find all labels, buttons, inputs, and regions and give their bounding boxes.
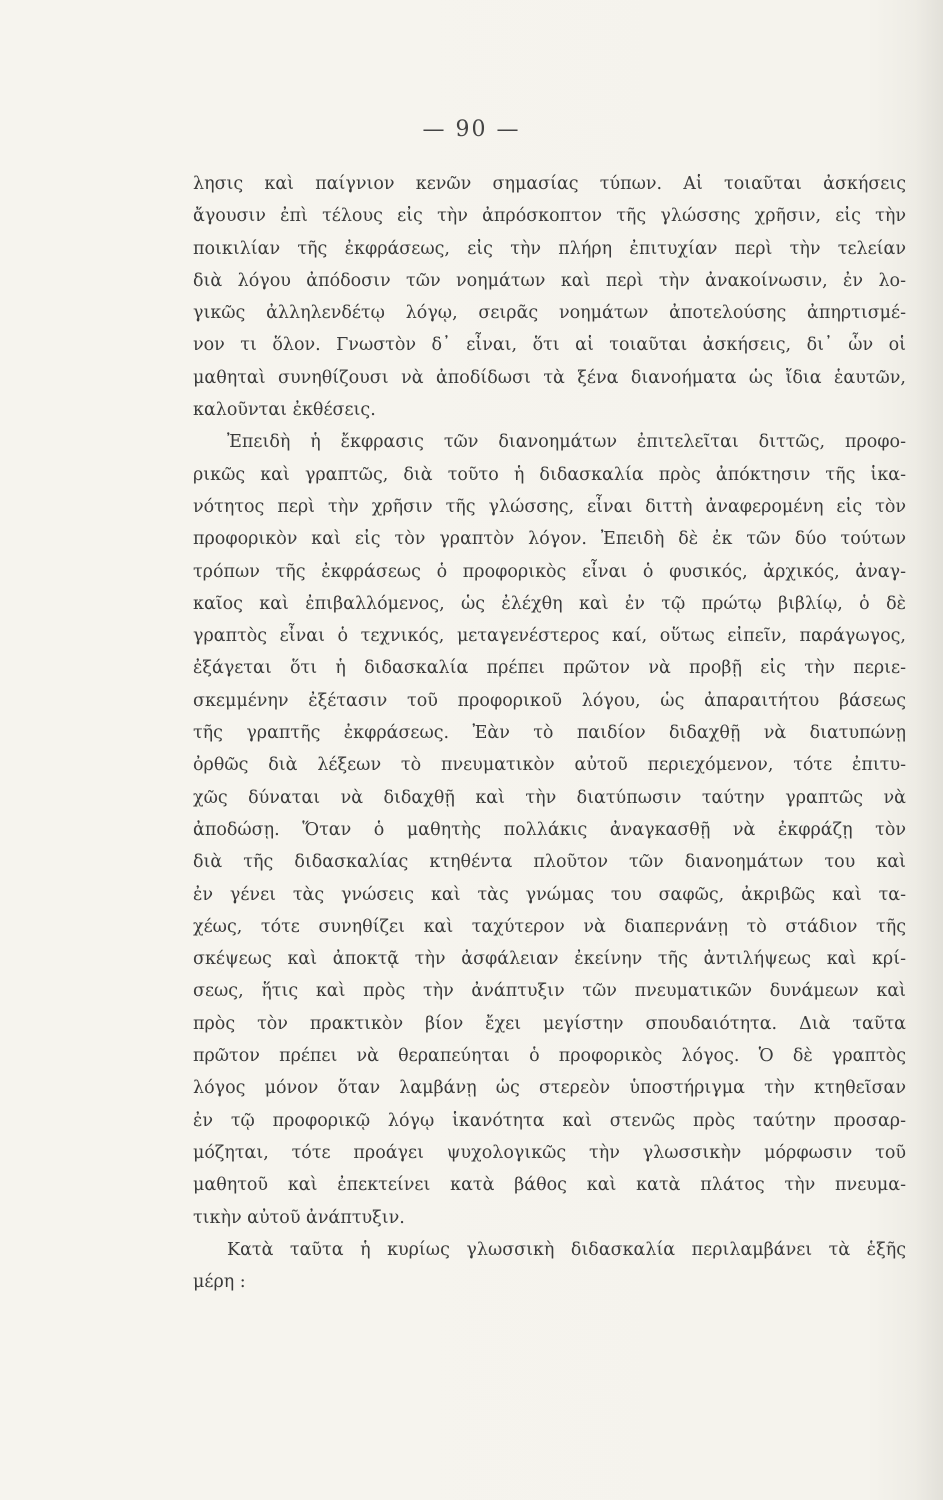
text-line: ἄγουσιν ἐπὶ τέλους εἰς τὴν ἀπρόσκοπτον τῆς γλώσσης χρῆσιν, εἰς τὴν <box>193 206 906 227</box>
text-line: γικῶς ἀλληλενδέτῳ λόγῳ, σειρᾶς νοημάτων ἀποτελούσης ἀπηρτισμέ- <box>193 303 906 324</box>
text-line: λησις καὶ παίγνιον κενῶν σημασίας τύπων. Αἱ τοιαῦται ἀσκήσεις <box>193 174 906 194</box>
text-line: χῶς δύναται νὰ διδαχθῇ καὶ τὴν διατύπωσιν ταύτην γραπτῶς νὰ <box>193 787 906 808</box>
text-line: μαθηταὶ συνηθίζουσι νὰ ἀποδίδωσι τὰ ξένα διανοήματα ὡς ἴδια ἑαυτῶν, <box>193 367 906 388</box>
text-line: μέρη : <box>193 1272 246 1293</box>
text-line: τικὴν αὐτοῦ ἀνάπτυξιν. <box>193 1207 405 1228</box>
text-line: μαθητοῦ καὶ ἐπεκτείνει κατὰ βάθος καὶ κατὰ πλάτος τὴν πνευμα- <box>193 1175 906 1196</box>
text-line: ρικῶς καὶ γραπτῶς, διὰ τοῦτο ἡ διδασκαλία πρὸς ἀπόκτησιν τῆς ἱκα- <box>193 464 906 485</box>
text-line: διὰ λόγου ἀπόδοσιν τῶν νοημάτων καὶ περὶ τὴν ἀνακοίνωσιν, ἐν λο- <box>193 270 906 291</box>
text-line: Κατὰ ταῦτα ἡ κυρίως γλωσσικὴ διδασκαλία περιλαμβάνει τὰ ἑξῆς <box>227 1239 906 1260</box>
text-line: ἐν τῷ προφορικῷ λόγῳ ἱκανότητα καὶ στενῶς πρὸς ταύτην προσαρ- <box>193 1110 906 1131</box>
text-line: λόγος μόνον ὅταν λαμβάνῃ ὡς στερεὸν ὑποστήριγμα τὴν κτηθεῖσαν <box>193 1078 906 1099</box>
text-line: ἐξάγεται ὅτι ἡ διδασκαλία πρέπει πρῶτον νὰ προβῇ εἰς τὴν περιε- <box>193 658 906 679</box>
text-line: ἀποδώσῃ. Ὅταν ὁ μαθητὴς πολλάκις ἀναγκασθῇ νὰ ἐκφράζῃ τὸν <box>193 819 906 840</box>
text-line: ὀρθῶς διὰ λέξεων τὸ πνευματικὸν αὐτοῦ περιεχόμενον, τότε ἐπιτυ- <box>193 755 906 776</box>
body-text <box>193 168 906 1298</box>
text-line: πρῶτον πρέπει νὰ θεραπεύηται ὁ προφορικὸς λόγος. Ὁ δὲ γραπτὸς <box>193 1046 906 1067</box>
text-line: νότητος περὶ τὴν χρῆσιν τῆς γλώσσης, εἶναι διττὴ ἀναφερομένη εἰς τὸν <box>193 496 906 517</box>
page-number: — 90 — <box>422 117 521 142</box>
text-line: καλοῦνται ἐκθέσεις. <box>193 400 376 421</box>
text-line: νον τι ὅλον. Γνωστὸν δ᾽ εἶναι, ὅτι αἱ τοιαῦται ἀσκήσεις, δι᾽ ὧν οἱ <box>193 335 906 356</box>
text-line: πρὸς τὸν πρακτικὸν βίον ἔχει μεγίστην σπουδαιότητα. Διὰ ταῦτα <box>193 1013 906 1034</box>
text-line: σεως, ἥτις καὶ πρὸς τὴν ἀνάπτυξιν τῶν πνευματικῶν δυνάμεων καὶ <box>193 981 906 1002</box>
text-line: ποικιλίαν τῆς ἐκφράσεως, εἰς τὴν πλήρη ἐπιτυχίαν περὶ τὴν τελείαν <box>193 238 906 259</box>
text-line: τρόπων τῆς ἐκφράσεως ὁ προφορικὸς εἶναι ὁ φυσικός, ἀρχικός, ἀναγ- <box>193 561 906 582</box>
text-line: μόζηται, τότε προάγει ψυχολογικῶς τὴν γλωσσικὴν μόρφωσιν τοῦ <box>193 1142 906 1163</box>
text-line: σκέψεως καὶ ἀποκτᾷ τὴν ἀσφάλειαν ἐκείνην τῆς ἀντιλήψεως καὶ κρί- <box>193 949 906 970</box>
text-line: σκεμμένην ἐξέτασιν τοῦ προφορικοῦ λόγου, ὡς ἀπαραιτήτου βάσεως <box>193 690 906 711</box>
text-line: ἐν γένει τὰς γνώσεις καὶ τὰς γνώμας του σαφῶς, ἀκριβῶς καὶ τα- <box>193 884 906 905</box>
text-line: γραπτὸς εἶναι ὁ τεχνικός, μεταγενέστερος καί, οὕτως εἰπεῖν, παράγωγος, <box>193 626 906 647</box>
text-line: τῆς γραπτῆς ἐκφράσεως. Ἐὰν τὸ παιδίον διδαχθῇ νὰ διατυπώνῃ <box>193 723 906 744</box>
text-line: διὰ τῆς διδασκαλίας κτηθέντα πλοῦτον τῶν διανοημάτων του καὶ <box>193 852 906 873</box>
text-line: καῖος καὶ ἐπιβαλλόμενος, ὡς ἐλέχθη καὶ ἐν τῷ πρώτῳ βιβλίῳ, ὁ δὲ <box>193 593 906 614</box>
text-line: Ἐπειδὴ ἡ ἔκφρασις τῶν διανοημάτων ἐπιτελεῖται διττῶς, προφο- <box>227 432 906 453</box>
text-line: προφορικὸν καὶ εἰς τὸν γραπτὸν λόγον. Ἐπειδὴ δὲ ἐκ τῶν δύο τούτων <box>193 529 906 550</box>
text-line: χέως, τότε συνηθίζει καὶ ταχύτερον νὰ διαπερνάνῃ τὸ στάδιον τῆς <box>193 916 906 937</box>
